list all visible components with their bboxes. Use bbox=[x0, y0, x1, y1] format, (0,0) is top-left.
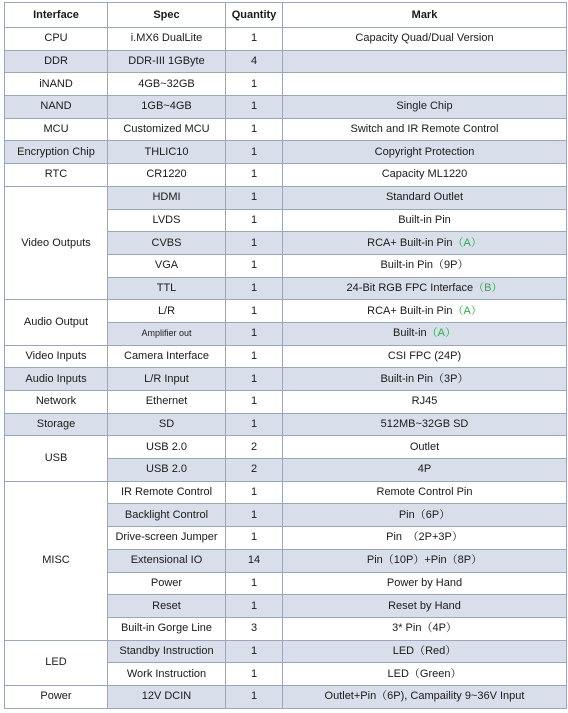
spec-cell: 4GB~32GB bbox=[108, 73, 226, 96]
interface-cell: Encryption Chip bbox=[5, 141, 108, 164]
spec-cell: TTL bbox=[108, 277, 226, 300]
spec-cell: 1GB~4GB bbox=[108, 96, 226, 119]
mark-cell: Standard Outlet bbox=[283, 186, 567, 209]
interface-cell: Video Outputs bbox=[5, 186, 108, 299]
mark-note: （A） bbox=[452, 236, 482, 249]
quantity-cell: 1 bbox=[226, 391, 283, 414]
spec-cell: USB 2.0 bbox=[108, 436, 226, 459]
header-quantity: Quantity bbox=[226, 3, 283, 28]
mark-cell: Built-in Pin（9P） bbox=[283, 254, 567, 277]
spec-cell: LVDS bbox=[108, 209, 226, 232]
spec-cell: Customized MCU bbox=[108, 118, 226, 141]
spec-cell: Built-in Gorge Line bbox=[108, 617, 226, 640]
spec-cell: THLIC10 bbox=[108, 141, 226, 164]
spec-cell: Amplifier out bbox=[108, 322, 226, 345]
spec-cell: HDMI bbox=[108, 186, 226, 209]
interface-cell: RTC bbox=[5, 164, 108, 187]
spec-cell: CVBS bbox=[108, 232, 226, 255]
table-row bbox=[5, 73, 567, 96]
mark-note: （B） bbox=[473, 281, 503, 294]
spec-cell: L/R Input bbox=[108, 368, 226, 391]
mark-cell: Capacity Quad/Dual Version bbox=[283, 28, 567, 51]
quantity-cell: 1 bbox=[226, 300, 283, 323]
table-row bbox=[5, 164, 567, 187]
quantity-cell: 2 bbox=[226, 436, 283, 459]
mark-cell: Reset by Hand bbox=[283, 595, 567, 618]
table-row bbox=[5, 640, 567, 663]
mark-note: （A） bbox=[452, 304, 482, 317]
mark-text: 24-Bit RGB FPC Interface bbox=[346, 281, 474, 294]
table-row bbox=[5, 345, 567, 368]
table-row bbox=[5, 300, 567, 323]
interface-cell: NAND bbox=[5, 96, 108, 119]
mark-cell: LED（Red） bbox=[283, 640, 567, 663]
spec-cell: USB 2.0 bbox=[108, 459, 226, 482]
spec-cell: SD bbox=[108, 413, 226, 436]
table-row bbox=[5, 481, 567, 504]
table-row bbox=[5, 436, 567, 459]
spec-cell: VGA bbox=[108, 254, 226, 277]
spec-cell: Extensional IO bbox=[108, 549, 226, 572]
quantity-cell: 1 bbox=[226, 595, 283, 618]
mark-text: RCA+ Built-in Pin bbox=[367, 304, 453, 317]
quantity-cell: 1 bbox=[226, 322, 283, 345]
mark-cell: 512MB~32GB SD bbox=[283, 413, 567, 436]
spec-cell: i.MX6 DualLite bbox=[108, 28, 226, 51]
quantity-cell: 1 bbox=[226, 141, 283, 164]
interface-cell: Video Inputs bbox=[5, 345, 108, 368]
quantity-cell: 1 bbox=[226, 164, 283, 187]
mark-cell: RJ45 bbox=[283, 391, 567, 414]
quantity-cell: 1 bbox=[226, 640, 283, 663]
spec-cell: Reset bbox=[108, 595, 226, 618]
quantity-cell: 1 bbox=[226, 96, 283, 119]
spec-cell: CR1220 bbox=[108, 164, 226, 187]
spec-cell: 12V DCIN bbox=[108, 685, 226, 708]
mark-cell: Built-in Pin bbox=[283, 209, 567, 232]
interface-cell: Power bbox=[5, 685, 108, 708]
spec-cell: Camera Interface bbox=[108, 345, 226, 368]
quantity-cell: 1 bbox=[226, 504, 283, 527]
spec-cell: Work Instruction bbox=[108, 663, 226, 686]
quantity-cell: 1 bbox=[226, 118, 283, 141]
spec-cell: Drive-screen Jumper bbox=[108, 527, 226, 550]
quantity-cell: 4 bbox=[226, 50, 283, 73]
quantity-cell: 1 bbox=[226, 663, 283, 686]
spec-cell: DDR-III 1GByte bbox=[108, 50, 226, 73]
mark-cell: Switch and IR Remote Control bbox=[283, 118, 567, 141]
table-row bbox=[5, 413, 567, 436]
table-row bbox=[5, 28, 567, 51]
interface-cell: Audio Inputs bbox=[5, 368, 108, 391]
mark-cell: Power by Hand bbox=[283, 572, 567, 595]
spec-table bbox=[4, 2, 567, 709]
interface-cell: Audio Output bbox=[5, 300, 108, 345]
mark-note: （A） bbox=[426, 327, 456, 340]
mark-cell: 3* Pin（4P） bbox=[283, 617, 567, 640]
mark-cell: CSI FPC (24P) bbox=[283, 345, 567, 368]
spec-cell: Ethernet bbox=[108, 391, 226, 414]
spec-cell: L/R bbox=[108, 300, 226, 323]
quantity-cell: 3 bbox=[226, 617, 283, 640]
mark-text: Built-in bbox=[393, 327, 427, 340]
quantity-cell: 1 bbox=[226, 368, 283, 391]
table-row bbox=[5, 186, 567, 209]
quantity-cell: 1 bbox=[226, 481, 283, 504]
spec-cell: IR Remote Control bbox=[108, 481, 226, 504]
quantity-cell: 1 bbox=[226, 209, 283, 232]
mark-cell: 4P bbox=[283, 459, 567, 482]
table-row bbox=[5, 685, 567, 708]
interface-cell: Storage bbox=[5, 413, 108, 436]
mark-cell: Outlet bbox=[283, 436, 567, 459]
table-row bbox=[5, 50, 567, 73]
mark-cell bbox=[283, 50, 567, 73]
quantity-cell: 1 bbox=[226, 254, 283, 277]
spec-cell: Backlight Control bbox=[108, 504, 226, 527]
table-row bbox=[5, 118, 567, 141]
interface-cell: MCU bbox=[5, 118, 108, 141]
interface-cell: CPU bbox=[5, 28, 108, 51]
mark-cell bbox=[283, 322, 567, 345]
quantity-cell: 1 bbox=[226, 232, 283, 255]
table-row bbox=[5, 96, 567, 119]
mark-cell: Pin （2P+3P） bbox=[283, 527, 567, 550]
header-row bbox=[5, 3, 567, 28]
quantity-cell: 1 bbox=[226, 685, 283, 708]
quantity-cell: 1 bbox=[226, 186, 283, 209]
spec-cell: Power bbox=[108, 572, 226, 595]
interface-cell: USB bbox=[5, 436, 108, 481]
mark-cell: Built-in Pin（3P） bbox=[283, 368, 567, 391]
quantity-cell: 1 bbox=[226, 527, 283, 550]
interface-cell: Network bbox=[5, 391, 108, 414]
table-row bbox=[5, 141, 567, 164]
interface-cell: iNAND bbox=[5, 73, 108, 96]
quantity-cell: 1 bbox=[226, 73, 283, 96]
interface-cell: MISC bbox=[5, 481, 108, 640]
interface-cell: LED bbox=[5, 640, 108, 685]
header-mark: Mark bbox=[283, 3, 567, 28]
mark-cell: Pin（10P）+Pin（8P） bbox=[283, 549, 567, 572]
header-spec: Spec bbox=[108, 3, 226, 28]
quantity-cell: 1 bbox=[226, 572, 283, 595]
interface-cell: DDR bbox=[5, 50, 108, 73]
header-interface: Interface bbox=[5, 3, 108, 28]
quantity-cell: 1 bbox=[226, 28, 283, 51]
mark-cell bbox=[283, 232, 567, 255]
quantity-cell: 1 bbox=[226, 277, 283, 300]
mark-cell bbox=[283, 300, 567, 323]
mark-cell: Remote Control Pin bbox=[283, 481, 567, 504]
mark-cell bbox=[283, 277, 567, 300]
mark-cell: Single Chip bbox=[283, 96, 567, 119]
spec-cell: Standby Instruction bbox=[108, 640, 226, 663]
mark-text: RCA+ Built-in Pin bbox=[367, 236, 453, 249]
mark-cell: Copyright Protection bbox=[283, 141, 567, 164]
mark-cell: Capacity ML1220 bbox=[283, 164, 567, 187]
quantity-cell: 1 bbox=[226, 345, 283, 368]
table-row bbox=[5, 368, 567, 391]
quantity-cell: 2 bbox=[226, 459, 283, 482]
mark-cell: Outlet+Pin（6P), Campaility 9~36V Input bbox=[283, 685, 567, 708]
mark-cell bbox=[283, 73, 567, 96]
table-row bbox=[5, 391, 567, 414]
quantity-cell: 1 bbox=[226, 413, 283, 436]
mark-cell: LED（Green） bbox=[283, 663, 567, 686]
quantity-cell: 14 bbox=[226, 549, 283, 572]
mark-cell: Pin（6P） bbox=[283, 504, 567, 527]
